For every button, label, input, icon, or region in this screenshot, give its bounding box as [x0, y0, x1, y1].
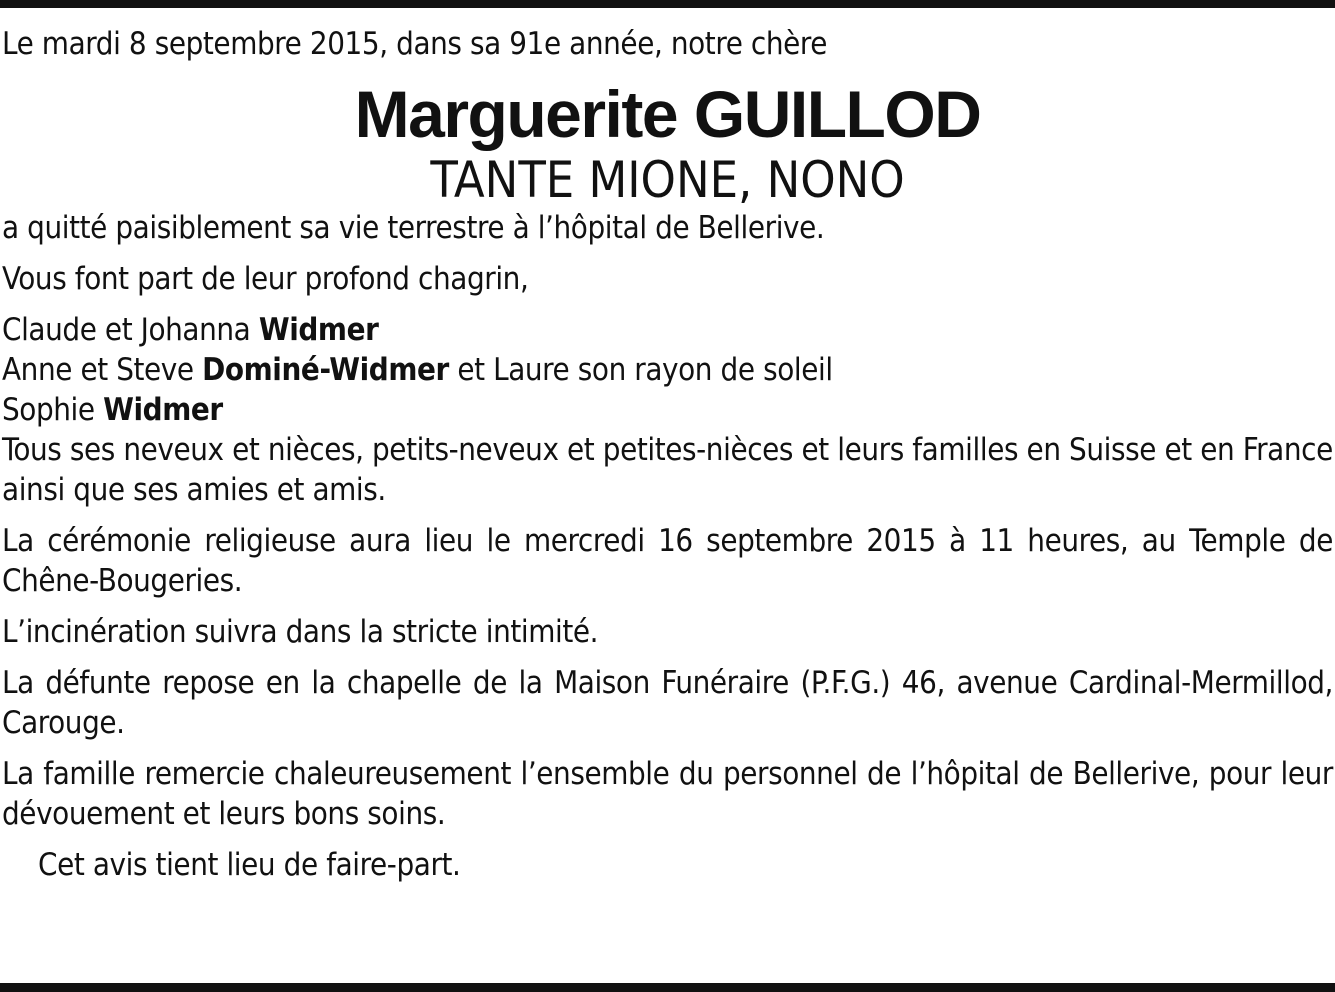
rest-paragraph: La défunte repose en la chapelle de la Maison Funéraire (P.F.G.) 46, avenue Cardinal-Mermillod, Carouge. — [2, 665, 1333, 741]
family-surname: Dominé-Widmer — [202, 352, 449, 388]
announce-line: Vous font part de leur profond chagrin, — [2, 261, 529, 297]
family-member: Claude et Johanna Widmer — [2, 312, 379, 348]
intro-line: Le mardi 8 septembre 2015, dans sa 91e année, notre chère — [2, 26, 828, 62]
family-member: Anne et Steve Dominé-Widmer et Laure son rayon de soleil — [2, 352, 833, 388]
ceremony-paragraph: La cérémonie religieuse aura lieu le mercredi 16 septembre 2015 à 11 heures, au Temple de Chêne-Bougeries. — [2, 523, 1333, 599]
bottom-rule — [0, 983, 1335, 992]
obituary-notice — [2, 24, 1333, 885]
relatives-line: Tous ses neveux et nièces, petits-neveux et petites-nièces et leurs familles en Suisse et en France — [2, 432, 1333, 468]
cremation-paragraph: L’incinération suivra dans la stricte intimité. — [2, 614, 599, 650]
family-member: Sophie Widmer — [2, 392, 223, 428]
top-rule — [0, 0, 1335, 8]
closing-line: Cet avis tient lieu de faire-part. — [38, 847, 461, 883]
family-surname: Widmer — [258, 312, 379, 348]
passing-line: a quitté paisiblement sa vie terrestre à l’hôpital de Bellerive. — [2, 210, 825, 246]
thanks-paragraph: La famille remercie chaleureusement l’ensemble du personnel de l’hôpital de Bellerive, pour leur dévouement et leurs bons soins. — [2, 756, 1333, 832]
family-list — [2, 310, 1333, 510]
family-surname: Widmer — [103, 392, 223, 428]
deceased-nickname: TANTE MIONE, NONO — [430, 151, 905, 209]
deceased-name: Marguerite GUILLOD — [354, 77, 981, 151]
friends-line: ainsi que ses amies et amis. — [2, 472, 386, 508]
